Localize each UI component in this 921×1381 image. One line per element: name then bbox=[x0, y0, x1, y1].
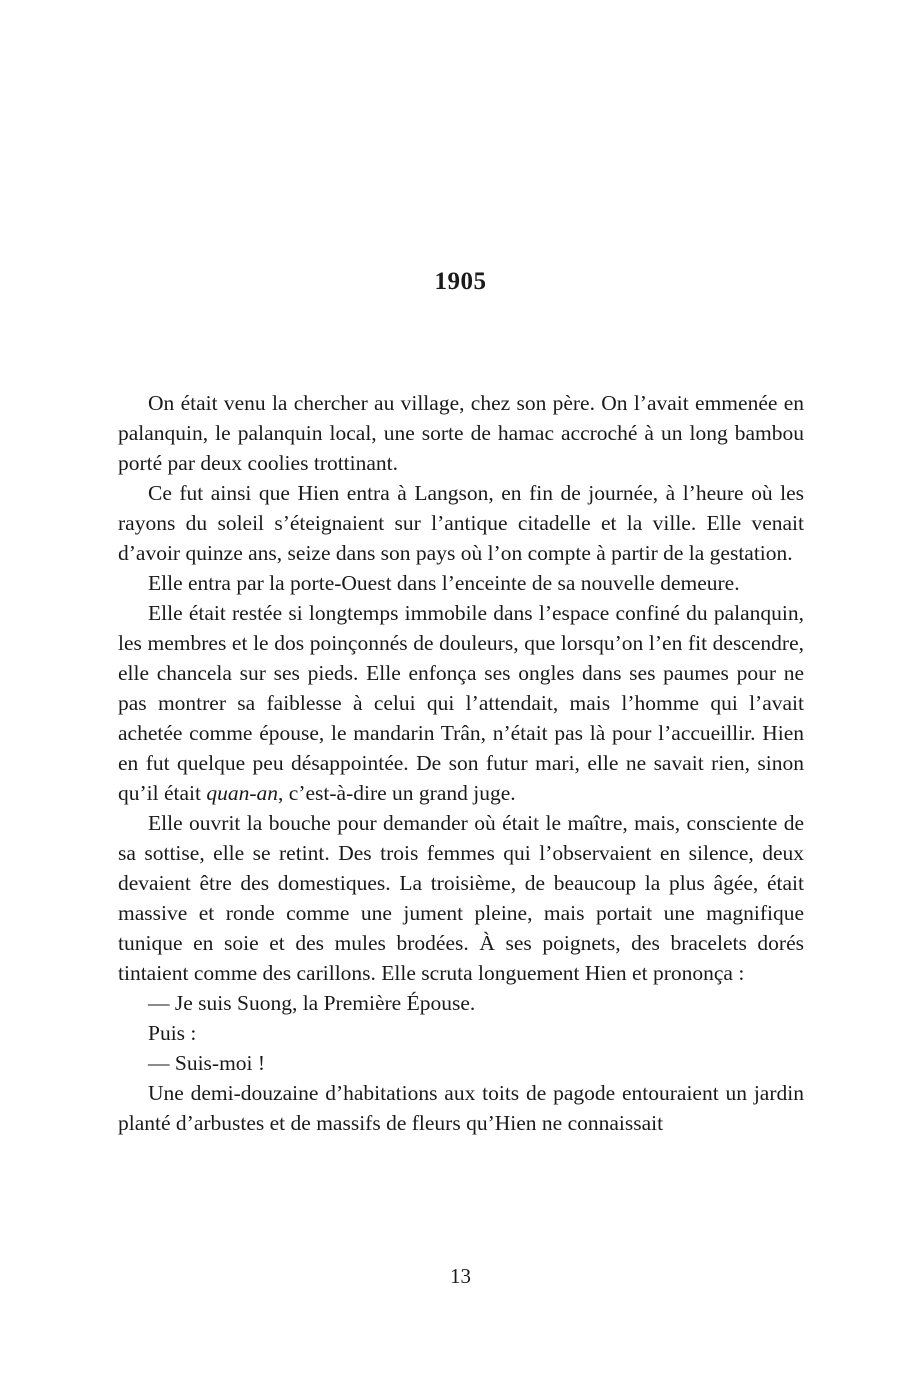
paragraph-text: , c’est-à-dire un grand juge. bbox=[278, 781, 516, 805]
paragraph-text: Elle était restée si longtemps immobile dans l’espace confiné du palanquin, les membres et le dos poinçonnés de douleurs, que lorsqu’on l’en fit descendre, elle chancela sur ses pieds. Elle enfonça ses ongles dans ses paumes pour ne pas montrer sa faiblesse à celui qui l’attendait, mais l’homme qui l’avait achetée comme épouse, le mandarin Trân, n’était pas là pour l’accueillir. Hien en fut quelque peu désappointée. De son futur mari, elle ne savait rien, sinon qu’il était bbox=[118, 601, 804, 805]
page-number: 13 bbox=[450, 1264, 471, 1288]
chapter-title: 1905 bbox=[434, 268, 487, 295]
paragraph: Elle entra par la porte-Ouest dans l’enceinte de sa nouvelle demeure. bbox=[148, 571, 740, 595]
italic-term: quan-an bbox=[206, 781, 279, 805]
paragraph: Ce fut ainsi que Hien entra à Langson, en fin de journée, à l’heure où les rayons du soleil s’éteignaient sur l’antique citadelle et la ville. Elle venait d’avoir quinze ans, seize dans son pays où l’on compte à partir de la gestation. bbox=[118, 481, 804, 565]
paragraph: Elle ouvrit la bouche pour demander où était le maître, mais, consciente de sa sottise, elle se retint. Des trois femmes qui l’observaient en silence, deux devaient être des domestiques. La troisième, de beaucoup la plus âgée, était massive et ronde comme une jument pleine, mais portait une magnifique tunique en soie et des mules brodées. À ses poignets, des bracelets dorés tintaient comme des carillons. Elle scruta longuement Hien et prononça : bbox=[118, 811, 804, 985]
paragraph: On était venu la chercher au village, chez son père. On l’avait emmenée en palanquin, le palanquin local, une sorte de hamac accroché à un long bambou porté par deux coolies trottinant. bbox=[118, 391, 804, 475]
dialogue-line: — Je suis Suong, la Première Épouse. bbox=[148, 991, 476, 1015]
dialogue-line: — Suis-moi ! bbox=[148, 1051, 266, 1075]
paragraph bbox=[118, 598, 804, 808]
paragraph: Puis : bbox=[148, 1021, 197, 1045]
body-text bbox=[118, 388, 804, 1138]
paragraph: Une demi-douzaine d’habitations aux toits de pagode entouraient un jardin planté d’arbustes et de massifs de fleurs qu’Hien ne connaissait bbox=[118, 1081, 804, 1135]
